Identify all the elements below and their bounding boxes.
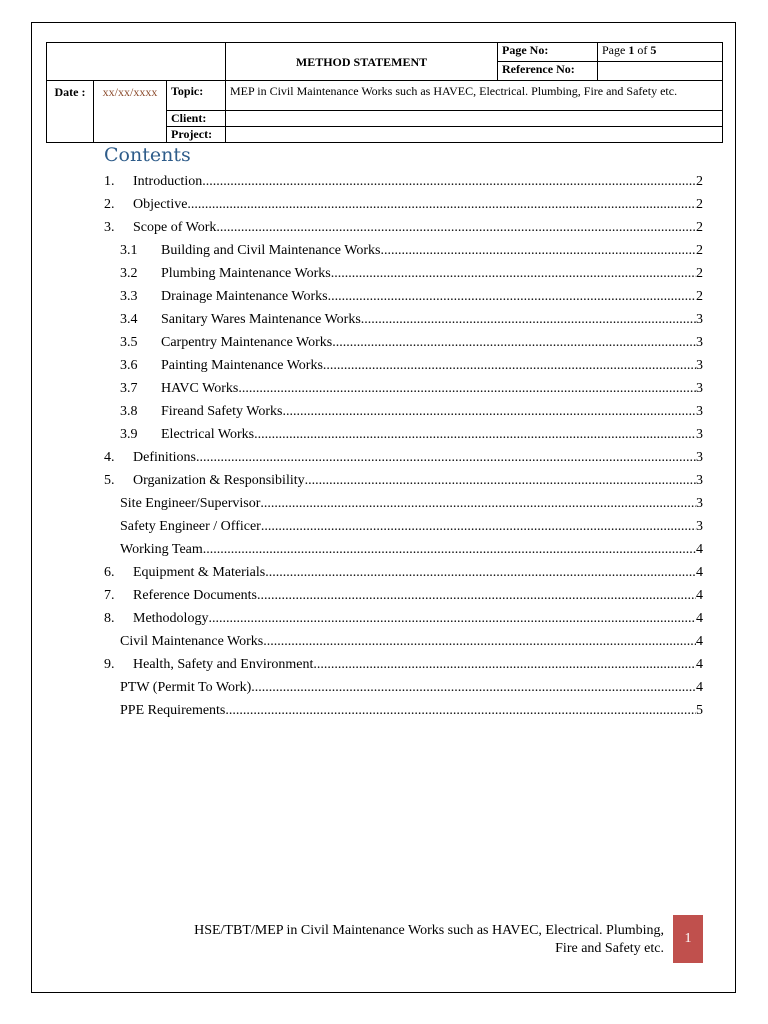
toc-entry-title: Working Team [120, 542, 203, 557]
toc-entry[interactable] [104, 604, 703, 627]
toc-entry-title: Drainage Maintenance Works [161, 289, 328, 304]
logo-cell [47, 43, 226, 81]
topic-value: MEP in Civil Maintenance Works such as HAVEC, Electrical. Plumbing, Fire and Safety etc. [226, 81, 723, 111]
toc-entry-title: Health, Safety and Environment [133, 657, 314, 672]
toc-dot-leader [313, 656, 696, 673]
toc-entry[interactable] [104, 282, 703, 305]
toc-dot-leader [208, 610, 696, 627]
toc-entry-title: Electrical Works [161, 427, 255, 442]
toc-entry-page: 5 [696, 703, 703, 718]
toc-entry-page: 4 [696, 588, 703, 603]
toc-entry-page: 4 [696, 657, 703, 672]
toc-entry[interactable] [104, 351, 703, 374]
toc-entry-title: PPE Requirements [120, 703, 226, 718]
toc-entry-number: 3.2 [120, 266, 138, 281]
toc-dot-leader [216, 219, 696, 236]
toc-entry[interactable] [104, 489, 703, 512]
toc-dot-leader [261, 518, 696, 535]
toc-entry-title: PTW (Permit To Work) [120, 680, 252, 695]
toc-dot-leader [263, 633, 696, 650]
toc-dot-leader [254, 426, 696, 443]
toc-entry-title: Civil Maintenance Works [120, 634, 264, 649]
toc-dot-leader [361, 311, 696, 328]
toc-entry[interactable] [104, 627, 703, 650]
toc-entry-page: 4 [696, 542, 703, 557]
toc-entry-page: 4 [696, 634, 703, 649]
toc-dot-leader [257, 587, 696, 604]
toc-entry-title: Building and Civil Maintenance Works [161, 243, 381, 258]
toc-entry-title: HAVC Works [161, 381, 239, 396]
toc-entry-title: Introduction [133, 174, 203, 189]
toc-entry-number: 3.9 [120, 427, 138, 442]
footer-line-2: Fire and Safety etc. [555, 941, 664, 956]
toc-entry-page: 3 [696, 358, 703, 373]
toc-entry-number: 6. [104, 565, 115, 580]
toc-entry-number: 3.3 [120, 289, 138, 304]
toc-entry-page: 2 [696, 266, 703, 281]
table-of-contents [104, 167, 703, 719]
toc-entry-page: 3 [696, 519, 703, 534]
toc-entry-title: Carpentry Maintenance Works [161, 335, 333, 350]
toc-dot-leader [187, 196, 696, 213]
toc-entry[interactable] [104, 328, 703, 351]
date-label: Date : [47, 81, 94, 143]
toc-entry-page: 3 [696, 312, 703, 327]
toc-dot-leader [305, 472, 696, 489]
footer-line-1: HSE/TBT/MEP in Civil Maintenance Works such as HAVEC, Electrical. Plumbing, [194, 923, 664, 938]
toc-entry-page: 3 [696, 473, 703, 488]
toc-entry-number: 3.8 [120, 404, 138, 419]
project-label: Project: [167, 127, 226, 143]
toc-dot-leader [203, 541, 696, 558]
project-value [226, 127, 723, 143]
toc-dot-leader [282, 403, 696, 420]
toc-entry[interactable] [104, 512, 703, 535]
toc-entry[interactable] [104, 535, 703, 558]
toc-entry-number: 3.6 [120, 358, 138, 373]
toc-entry-number: 8. [104, 611, 115, 626]
header-table [46, 42, 723, 143]
toc-entry-title: Plumbing Maintenance Works [161, 266, 331, 281]
toc-dot-leader [265, 564, 696, 581]
toc-entry-title: Fireand Safety Works [161, 404, 283, 419]
toc-dot-leader [380, 242, 696, 259]
toc-entry-page: 3 [696, 427, 703, 442]
toc-entry-page: 4 [696, 611, 703, 626]
toc-entry[interactable] [104, 259, 703, 282]
page-no-label: Page No: [498, 43, 598, 62]
reference-no-label: Reference No: [498, 62, 598, 81]
toc-dot-leader [202, 173, 696, 190]
toc-entry-number: 3.7 [120, 381, 138, 396]
toc-entry[interactable] [104, 397, 703, 420]
toc-entry-page: 3 [696, 496, 703, 511]
document-title: METHOD STATEMENT [226, 43, 498, 81]
toc-entry-title: Site Engineer/Supervisor [120, 496, 261, 511]
toc-entry[interactable] [104, 443, 703, 466]
toc-entry-title: Reference Documents [133, 588, 257, 603]
toc-entry[interactable] [104, 167, 703, 190]
toc-entry-title: Organization & Responsibility [133, 473, 305, 488]
toc-entry[interactable] [104, 213, 703, 236]
toc-entry[interactable] [104, 581, 703, 604]
toc-entry-page: 2 [696, 197, 703, 212]
toc-dot-leader [331, 265, 696, 282]
toc-entry-page: 2 [696, 243, 703, 258]
toc-entry[interactable] [104, 305, 703, 328]
toc-entry[interactable] [104, 650, 703, 673]
toc-entry-number: 5. [104, 473, 115, 488]
toc-entry-title: Equipment & Materials [133, 565, 266, 580]
toc-entry-page: 2 [696, 174, 703, 189]
contents-heading: Contents [104, 144, 191, 166]
toc-entry-page: 4 [696, 565, 703, 580]
topic-label: Topic: [167, 81, 226, 111]
toc-entry-number: 3.1 [120, 243, 138, 258]
reference-no-value [598, 62, 723, 81]
client-value [226, 111, 723, 127]
toc-entry[interactable] [104, 420, 703, 443]
toc-entry[interactable] [104, 190, 703, 213]
toc-entry-title: Definitions [133, 450, 196, 465]
toc-entry-page: 3 [696, 335, 703, 350]
toc-entry[interactable] [104, 558, 703, 581]
toc-entry-number: 4. [104, 450, 115, 465]
toc-dot-leader [196, 449, 696, 466]
toc-entry-title: Scope of Work [133, 220, 217, 235]
toc-entry[interactable] [104, 236, 703, 259]
toc-entry-page: 3 [696, 404, 703, 419]
toc-entry-number: 3.5 [120, 335, 138, 350]
toc-entry-number: 9. [104, 657, 115, 672]
toc-entry-number: 2. [104, 197, 115, 212]
toc-dot-leader [328, 288, 696, 305]
toc-entry-page: 2 [696, 289, 703, 304]
toc-dot-leader [238, 380, 696, 397]
toc-dot-leader [323, 357, 696, 374]
page-no-value: Page 1 of 5 [598, 43, 723, 62]
footer-page-number: 1 [673, 915, 703, 963]
client-label: Client: [167, 111, 226, 127]
toc-entry-number: 1. [104, 174, 115, 189]
toc-entry[interactable] [104, 374, 703, 397]
toc-entry-number: 3.4 [120, 312, 138, 327]
toc-dot-leader [260, 495, 696, 512]
toc-dot-leader [225, 702, 696, 719]
toc-entry-title: Safety Engineer / Officer [120, 519, 261, 534]
toc-entry-title: Painting Maintenance Works [161, 358, 323, 373]
toc-entry-number: 3. [104, 220, 115, 235]
toc-entry[interactable] [104, 673, 703, 696]
toc-entry-page: 4 [696, 680, 703, 695]
toc-entry-page: 3 [696, 381, 703, 396]
toc-entry-page: 2 [696, 220, 703, 235]
toc-entry[interactable] [104, 696, 703, 719]
toc-dot-leader [332, 334, 696, 351]
toc-dot-leader [251, 679, 696, 696]
toc-entry[interactable] [104, 466, 703, 489]
footer-text [104, 922, 664, 958]
toc-entry-title: Objective [133, 197, 188, 212]
toc-entry-page: 3 [696, 450, 703, 465]
date-value: xx/xx/xxxx [94, 81, 167, 143]
toc-entry-title: Methodology [133, 611, 209, 626]
toc-entry-title: Sanitary Wares Maintenance Works [161, 312, 361, 327]
toc-entry-number: 7. [104, 588, 115, 603]
